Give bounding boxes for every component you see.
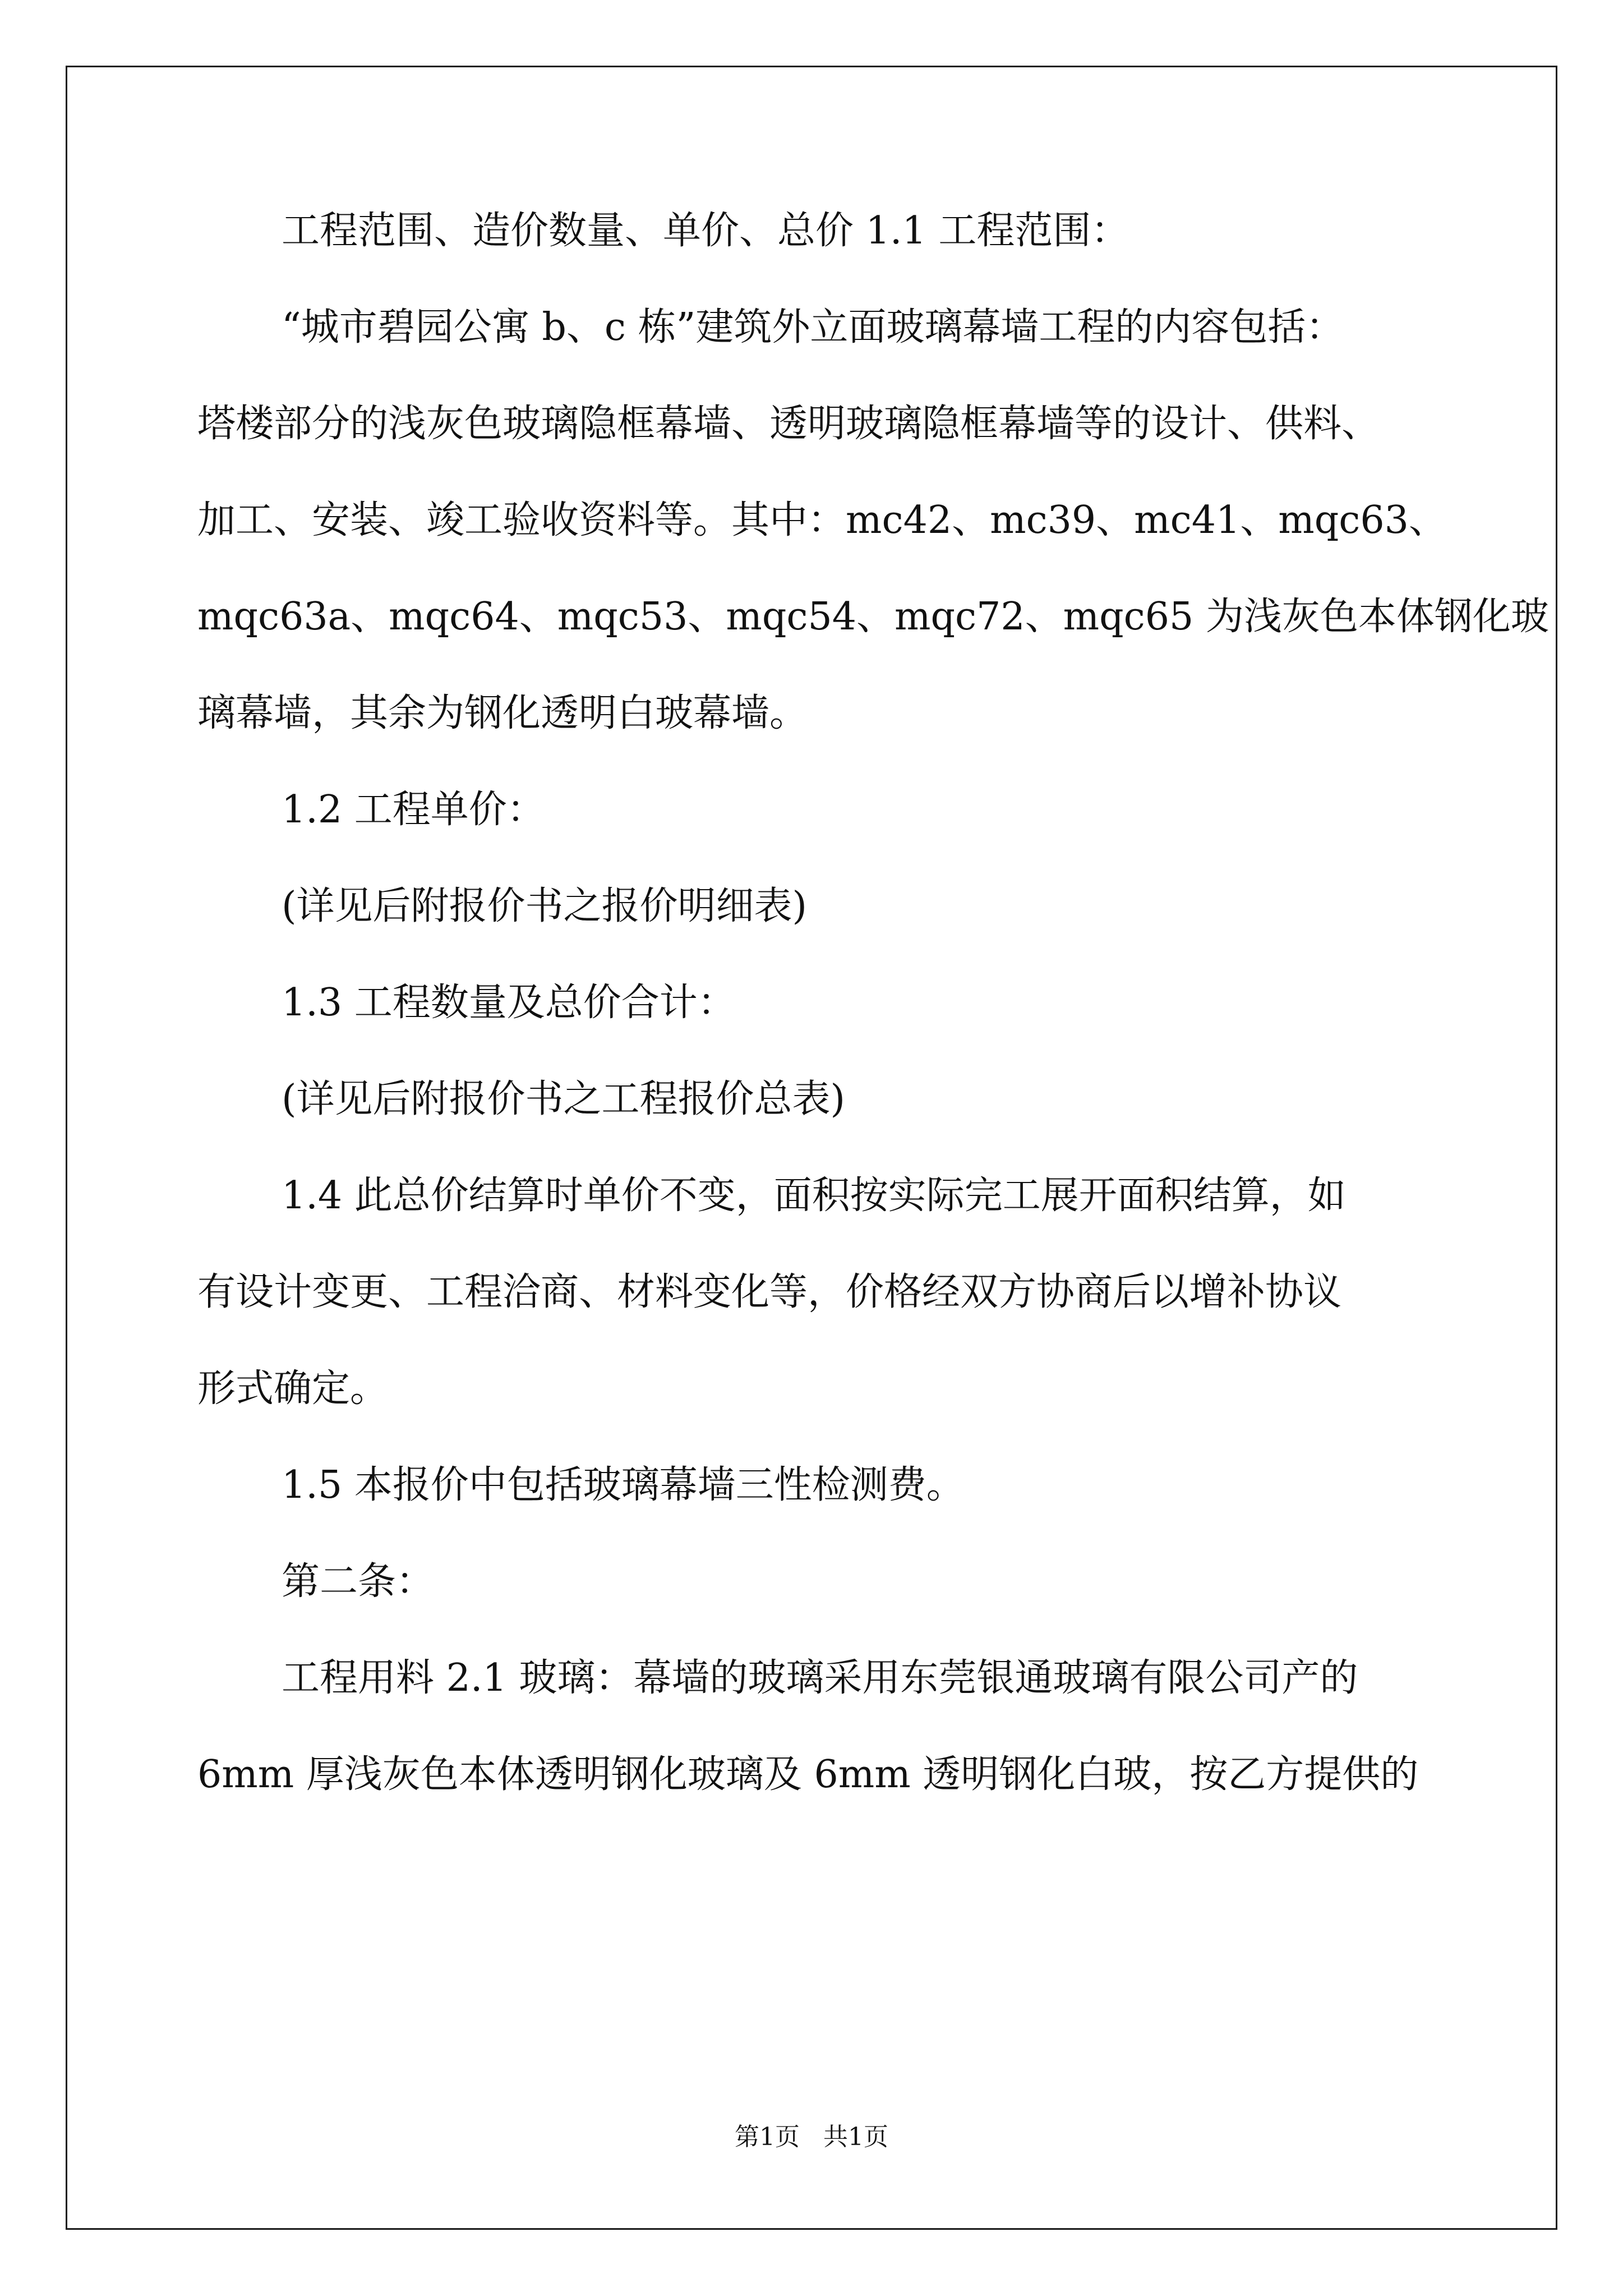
text-line: 璃幕墙，其余为钢化透明白玻幕墙。	[197, 691, 808, 735]
page-number-footer: 第1页 共1页	[735, 2123, 888, 2151]
text-line: (详见后附报价书之报价明细表)	[282, 884, 808, 928]
page-border	[66, 66, 1557, 2230]
text-line: 有设计变更、工程洽商、材料变化等，价格经双方协商后以增补协议	[197, 1270, 1342, 1314]
text-line: 塔楼部分的浅灰色玻璃隐框幕墙、透明玻璃隐框幕墙等的设计、供料、	[197, 402, 1380, 446]
text-line: mqc63a、mqc64、mqc53、mqc54、mqc72、mqc65 为浅灰色本体钢化玻	[197, 595, 1549, 639]
text-line: 第二条：	[282, 1559, 435, 1604]
text-line: 工程范围、造价数量、单价、总价 1.1 工程范围：	[282, 209, 1129, 253]
text-line: 1.3 工程数量及总价合计：	[282, 981, 736, 1025]
text-line: 形式确定。	[197, 1366, 389, 1411]
text-line: (详见后附报价书之工程报价总表)	[282, 1077, 846, 1121]
text-line: 6mm 厚浅灰色本体透明钢化玻璃及 6mm 透明钢化白玻，按乙方提供的	[197, 1752, 1419, 1797]
text-line: 1.5 本报价中包括玻璃幕墙三性检测费。	[282, 1463, 965, 1507]
text-line: 加工、安装、竣工验收资料等。其中：mc42、mc39、mc41、mqc63、	[197, 498, 1447, 542]
text-line: “城市碧园公寓 b、c 栋”建筑外立面玻璃幕墙工程的内容包括：	[282, 305, 1344, 349]
text-line: 1.4 此总价结算时单价不变，面积按实际完工展开面积结算，如	[282, 1174, 1346, 1218]
text-line: 工程用料 2.1 玻璃：幕墙的玻璃采用东莞银通玻璃有限公司产的	[282, 1656, 1358, 1700]
text-line: 1.2 工程单价：	[282, 788, 545, 832]
